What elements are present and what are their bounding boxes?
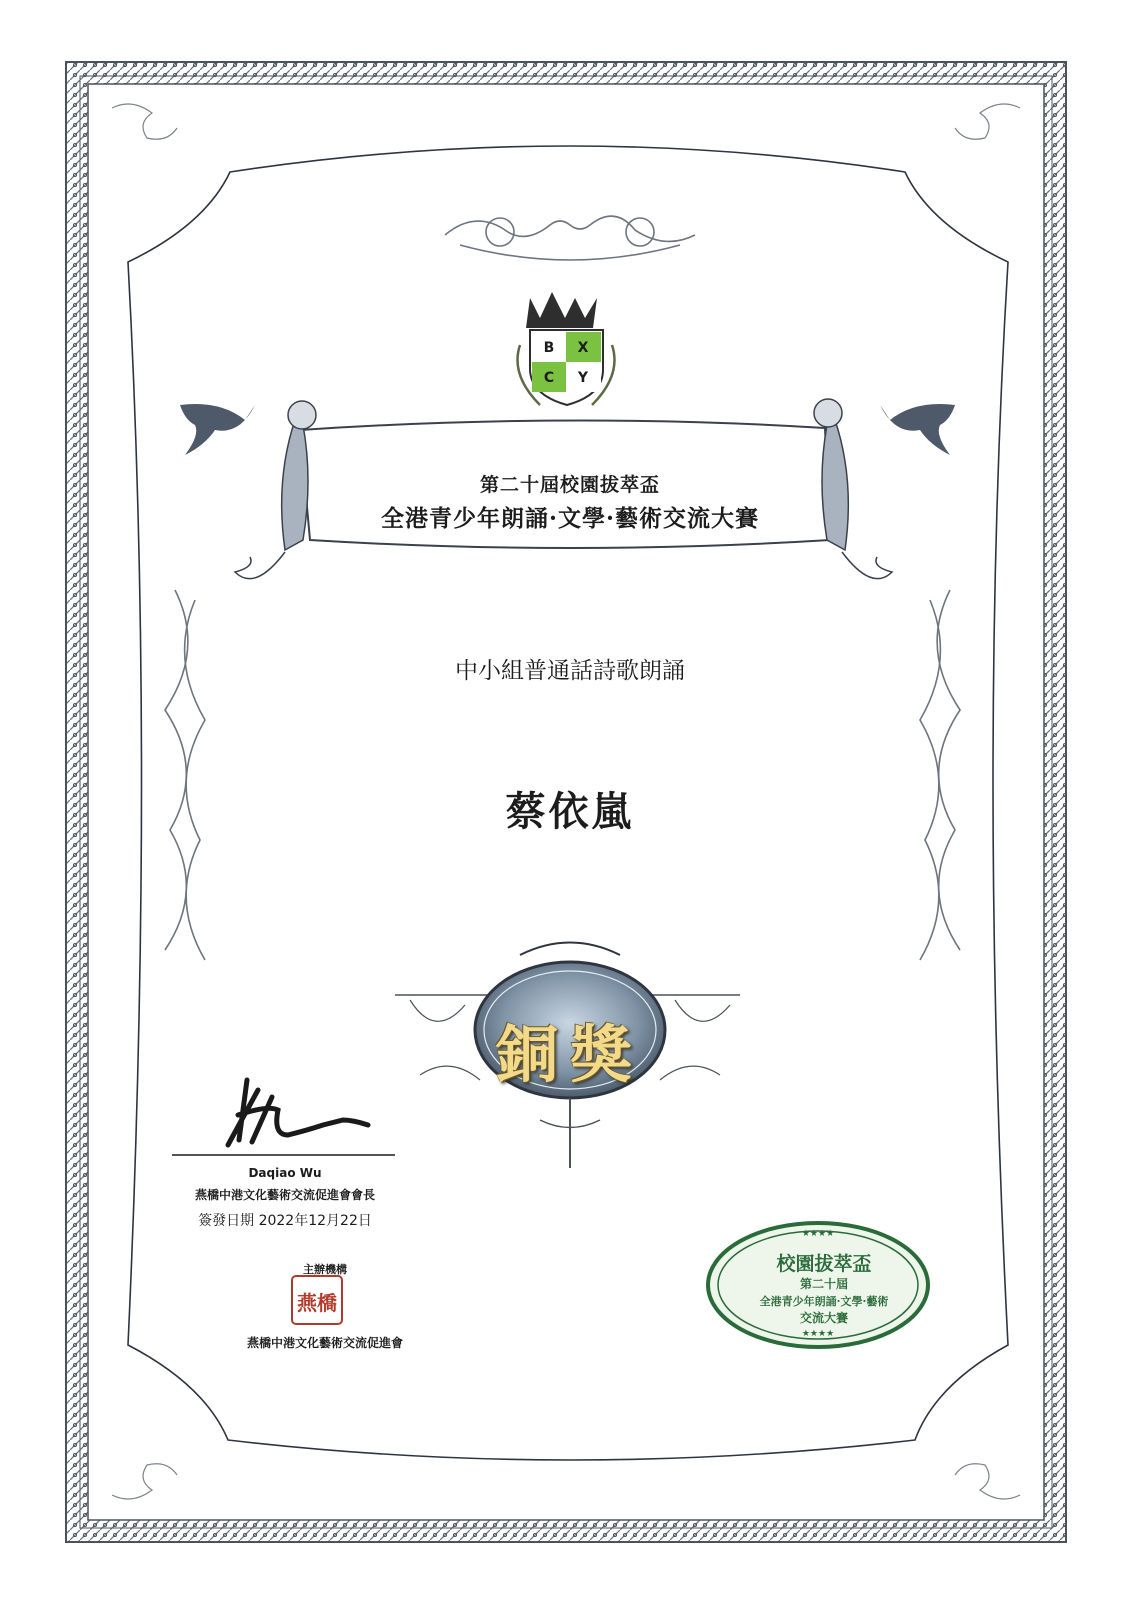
competition-name: 全港青少年朗誦·文學·藝術交流大賽 bbox=[380, 505, 759, 532]
organizer-seal: 燕橋 bbox=[297, 1291, 337, 1315]
stamp-line-4: 交流大賽 bbox=[799, 1311, 848, 1325]
stamp-stars-top: ★★★★ bbox=[801, 1229, 835, 1239]
category-label: 中小組普通話詩歌朗誦 bbox=[455, 658, 685, 684]
award-title: 銅獎 bbox=[495, 1018, 644, 1091]
competition-title: 第二十屆校園拔萃盃 bbox=[479, 474, 660, 496]
organizer-name: 燕橋中港文化藝術交流促進會 bbox=[246, 1336, 403, 1350]
logo-letter-y: Y bbox=[577, 370, 589, 386]
logo-letter-b: B bbox=[543, 340, 555, 356]
organizer-label: 主辦機構 bbox=[303, 1263, 347, 1276]
recipient-name: 蔡依嵐 bbox=[505, 789, 635, 835]
stamp-stars-bottom: ★★★★ bbox=[801, 1329, 835, 1339]
signatory-name: Daqiao Wu bbox=[248, 1166, 322, 1180]
stamp-line-1: 校園拔萃盃 bbox=[776, 1253, 872, 1275]
issue-date: 簽發日期 2022年12月22日 bbox=[198, 1213, 372, 1229]
logo-letter-x: X bbox=[577, 340, 589, 356]
stamp-line-3: 全港青少年朗誦·文學·藝術 bbox=[759, 1295, 889, 1308]
stamp-line-2: 第二十屆 bbox=[799, 1277, 848, 1291]
signatory-title: 燕橋中港文化藝術交流促進會會長 bbox=[194, 1188, 375, 1202]
logo-letter-c: C bbox=[543, 370, 555, 386]
